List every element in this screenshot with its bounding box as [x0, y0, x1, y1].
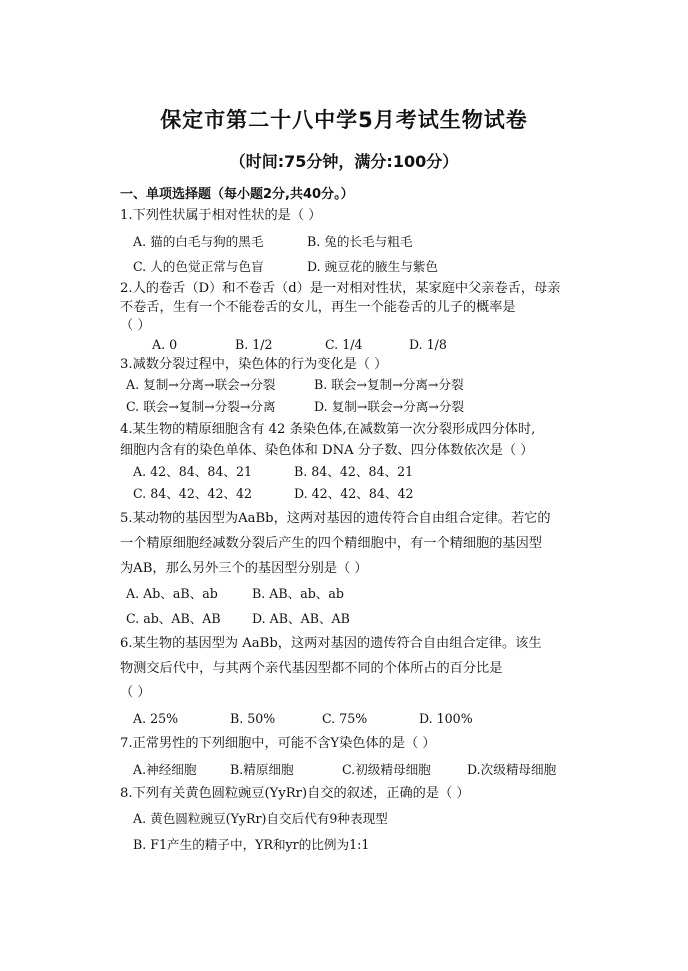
q3-option-d: D. 复制→联会→分离→分裂 [314, 399, 465, 414]
q2-stem-line2: 不卷舌，生有一个不能卷舌的女儿，再生一个能卷舌的儿子的概率是 [120, 300, 516, 315]
q5-option-b: B. AB、ab、ab [252, 586, 344, 601]
q2-option-a: A. 0 [152, 337, 178, 352]
section-heading: 一、单项选择题（每小题2分,共40分。） [120, 187, 354, 202]
q3-option-c: C. 联会→复制→分裂→分离 [126, 399, 276, 414]
q6-stem-line1: 6.某生物的基因型为 AaBb，这两对基因的遗传符合自由组合定律。该生 [120, 636, 542, 651]
q7-stem: 7.正常男性的下列细胞中，可能不含Y染色体的是（ ） [120, 736, 436, 751]
q6-option-d: D. 100% [419, 711, 473, 726]
q1-stem: 1.下列性状属于相对性状的是（ ） [120, 208, 322, 223]
q5-stem-line1: 5.某动物的基因型为AaBb，这两对基因的遗传符合自由组合定律。若它的 [120, 511, 551, 526]
q6-option-b: B. 50% [230, 711, 276, 726]
q1-option-c: C. 人的色觉正常与色盲 [133, 259, 264, 274]
q5-option-d: D. AB、AB、AB [252, 611, 350, 626]
q4-stem-line1: 4.某生物的精原细胞含有 42 条染色体,在减数第一次分裂形成四分体时, [120, 422, 536, 437]
q4-option-c: C. 84、42、42、42 [133, 486, 253, 501]
q2-option-c: C. 1/4 [325, 337, 363, 352]
q4-option-d: D. 42、42、84、42 [294, 486, 414, 501]
q1-option-d: D. 豌豆花的腋生与紫色 [307, 259, 438, 274]
q2-option-d: D. 1/8 [409, 337, 447, 352]
q5-stem-line2: 一个精原细胞经减数分裂后产生的四个精细胞中，有一个精细胞的基因型 [120, 536, 542, 551]
exam-title: 保定市第二十八中学5月考试生物试卷 [160, 108, 528, 132]
q3-stem: 3.减数分裂过程中，染色体的行为变化是（ ） [120, 357, 388, 372]
exam-subtitle: （时间:75分钟，满分:100分） [229, 152, 459, 171]
q3-option-b: B. 联会→复制→分离→分裂 [314, 377, 464, 392]
q2-stem-line3: （ ） [120, 318, 151, 333]
q5-stem-line3: 为AB，那么另外三个的基因型分别是（ ） [120, 561, 368, 576]
q4-option-b: B. 84、42、84、21 [294, 464, 414, 479]
q4-stem-line2: 细胞内含有的染色单体、染色体和 DNA 分子数、四分体数依次是（ ） [120, 443, 534, 458]
q4-option-a: A. 42、84、84、21 [133, 464, 252, 479]
q7-option-c: C.初级精母细胞 [342, 762, 431, 777]
q7-option-a: A.神经细胞 [133, 762, 197, 777]
q6-option-c: C. 75% [322, 711, 368, 726]
q7-option-d: D.次级精母细胞 [467, 762, 557, 777]
q1-option-a: A. 猫的白毛与狗的黑毛 [133, 234, 264, 249]
q6-option-a: A. 25% [133, 711, 179, 726]
q5-option-a: A. Ab、aB、ab [126, 586, 218, 601]
q6-stem-line2: 物测交后代中，与其两个亲代基因型都不同的个体所占的百分比是 [120, 661, 503, 676]
q8-option-a: A. 黄色圆粒豌豆(YyRr)自交后代有9种表现型 [133, 811, 388, 826]
q2-stem-line1: 2.人的卷舌（D）和不卷舌（d）是一对相对性状，某家庭中父亲卷舌，母亲 [120, 281, 561, 296]
q6-stem-line3: （ ） [120, 685, 151, 700]
q8-option-b: B. F1产生的精子中，YR和yr的比例为1:1 [133, 837, 370, 852]
q3-option-a: A. 复制→分离→联会→分裂 [126, 377, 276, 392]
q2-option-b: B. 1/2 [235, 337, 273, 352]
q8-stem: 8.下列有关黄色圆粒豌豆(YyRr)自交的叙述，正确的是（ ） [120, 786, 470, 801]
q5-option-c: C. ab、AB、AB [126, 611, 221, 626]
q7-option-b: B.精原细胞 [230, 762, 294, 777]
q1-option-b: B. 兔的长毛与粗毛 [307, 234, 413, 249]
